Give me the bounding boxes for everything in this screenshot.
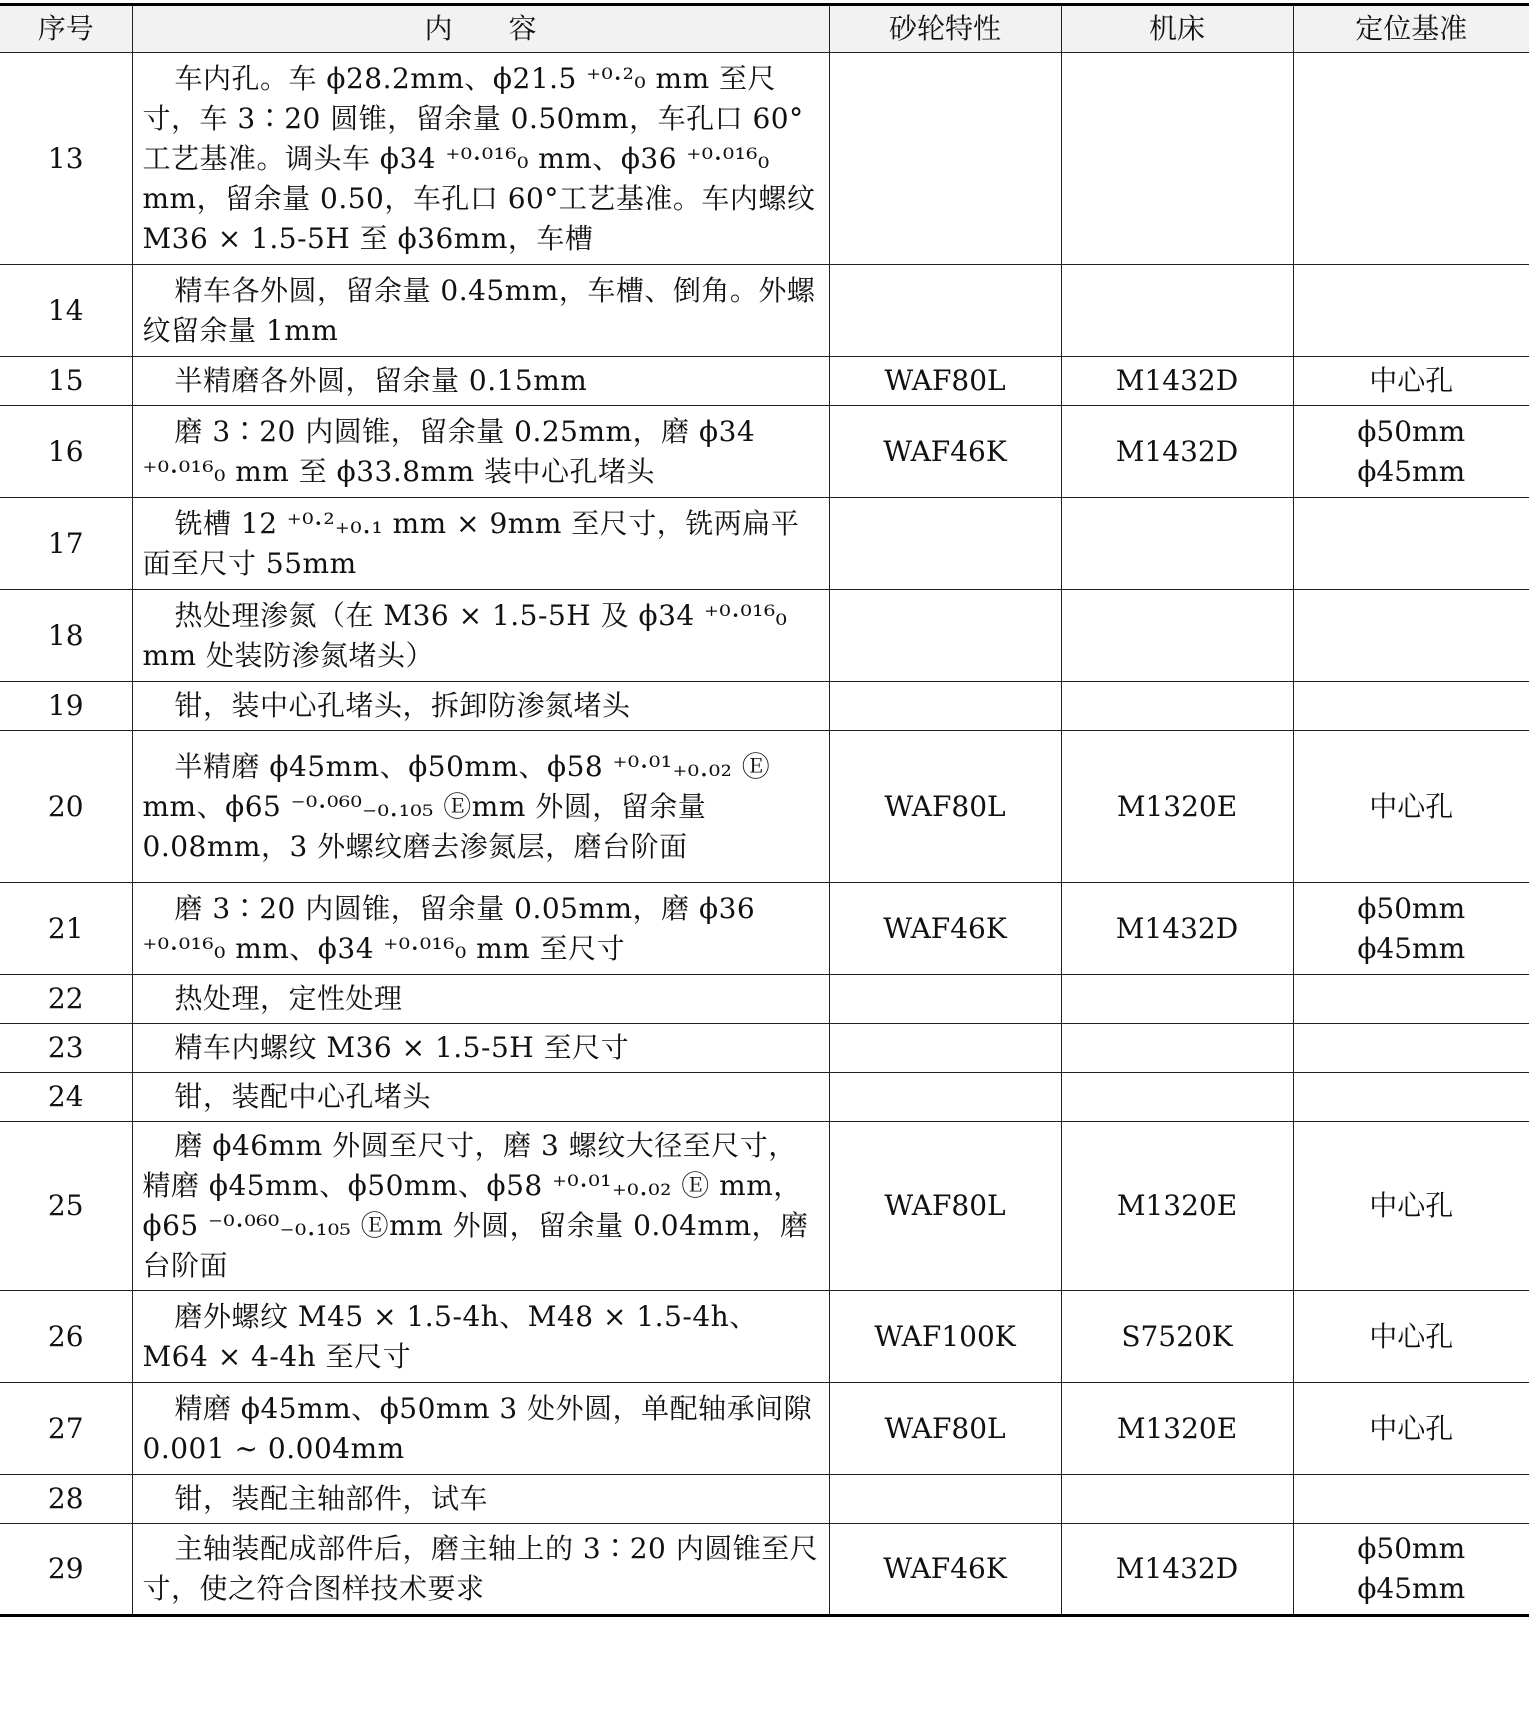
row-wheel: WAF46K bbox=[829, 406, 1061, 498]
table-row bbox=[0, 357, 1529, 406]
row-content-text: 钳，装配中心孔堵头 bbox=[174, 1080, 432, 1113]
row-datum bbox=[1293, 1073, 1529, 1122]
row-machine: M1432D bbox=[1061, 357, 1293, 406]
row-machine: M1320E bbox=[1061, 731, 1293, 883]
row-number: 18 bbox=[0, 590, 132, 682]
row-number: 21 bbox=[0, 883, 132, 975]
header-machine: 机床 bbox=[1061, 5, 1293, 53]
row-wheel: WAF46K bbox=[829, 1524, 1061, 1616]
row-datum bbox=[1293, 357, 1529, 406]
table-header bbox=[0, 5, 1529, 53]
row-machine: M1320E bbox=[1061, 1122, 1293, 1291]
table-row bbox=[0, 1024, 1529, 1073]
row-machine: M1320E bbox=[1061, 1383, 1293, 1475]
row-content bbox=[132, 498, 829, 590]
row-number: 25 bbox=[0, 1122, 132, 1291]
row-content bbox=[132, 1291, 829, 1383]
row-number: 22 bbox=[0, 975, 132, 1024]
table-row bbox=[0, 265, 1529, 357]
row-datum bbox=[1293, 1475, 1529, 1524]
row-datum-text: 中心孔 bbox=[1369, 1189, 1454, 1222]
row-machine bbox=[1061, 1475, 1293, 1524]
row-content-text: 磨 3∶20 内圆锥，留余量 0.05mm，磨 ϕ36 ⁺⁰·⁰¹⁶₀ mm、ϕ34 ⁺⁰·⁰¹⁶₀ mm 至尺寸 bbox=[142, 891, 756, 965]
row-content-text: 半精磨各外圆，留余量 0.15mm bbox=[174, 364, 588, 397]
row-number: 23 bbox=[0, 1024, 132, 1073]
row-content bbox=[132, 406, 829, 498]
row-machine: M1432D bbox=[1061, 883, 1293, 975]
row-number: 14 bbox=[0, 265, 132, 357]
row-datum bbox=[1293, 1524, 1529, 1616]
row-datum bbox=[1293, 590, 1529, 682]
row-datum bbox=[1293, 53, 1529, 265]
row-content bbox=[132, 1073, 829, 1122]
row-content bbox=[132, 682, 829, 731]
header-no: 序号 bbox=[0, 5, 132, 53]
header-wheel: 砂轮特性 bbox=[829, 5, 1061, 53]
row-datum bbox=[1293, 975, 1529, 1024]
row-number: 19 bbox=[0, 682, 132, 731]
row-content-text: 磨 3∶20 内圆锥，留余量 0.25mm，磨 ϕ34 ⁺⁰·⁰¹⁶₀ mm 至 ϕ33.8mm 装中心孔堵头 bbox=[142, 414, 756, 488]
table-row bbox=[0, 590, 1529, 682]
table-row bbox=[0, 1122, 1529, 1291]
row-content-text: 精磨 ϕ45mm、ϕ50mm 3 处外圆，单配轴承间隙 0.001 ~ 0.004mm bbox=[142, 1391, 813, 1465]
row-machine bbox=[1061, 682, 1293, 731]
row-number: 24 bbox=[0, 1073, 132, 1122]
row-wheel: WAF80L bbox=[829, 357, 1061, 406]
table-row bbox=[0, 1475, 1529, 1524]
row-datum-text: 中心孔 bbox=[1369, 789, 1454, 823]
row-content-text: 钳，装配主轴部件，试车 bbox=[174, 1482, 489, 1515]
row-content-text: 热处理，定性处理 bbox=[174, 982, 403, 1015]
table-row bbox=[0, 1524, 1529, 1616]
row-number: 15 bbox=[0, 357, 132, 406]
table-row bbox=[0, 406, 1529, 498]
table-row bbox=[0, 53, 1529, 265]
row-machine: S7520K bbox=[1061, 1291, 1293, 1383]
row-machine bbox=[1061, 590, 1293, 682]
row-content bbox=[132, 590, 829, 682]
table-row bbox=[0, 498, 1529, 590]
row-content bbox=[132, 975, 829, 1024]
table-row bbox=[0, 975, 1529, 1024]
row-datum bbox=[1293, 883, 1529, 975]
row-content bbox=[132, 1524, 829, 1616]
row-datum bbox=[1293, 731, 1529, 883]
row-machine bbox=[1061, 1073, 1293, 1122]
row-content bbox=[132, 731, 829, 883]
row-number: 16 bbox=[0, 406, 132, 498]
row-content-text: 精车内螺纹 M36 × 1.5-5H 至尺寸 bbox=[174, 1031, 630, 1064]
row-content-text: 磨外螺纹 M45 × 1.5-4h、M48 × 1.5-4h、M64 × 4-4h 至尺寸 bbox=[142, 1299, 758, 1373]
process-table-wrapper bbox=[0, 3, 1529, 1617]
row-machine bbox=[1061, 53, 1293, 265]
row-machine bbox=[1061, 498, 1293, 590]
row-content bbox=[132, 265, 829, 357]
row-wheel: WAF80L bbox=[829, 1383, 1061, 1475]
row-datum bbox=[1293, 498, 1529, 590]
row-machine bbox=[1061, 975, 1293, 1024]
row-wheel bbox=[829, 590, 1061, 682]
row-content-text: 磨 ϕ46mm 外圆至尺寸，磨 3 螺纹大径至尺寸，精磨 ϕ45mm、ϕ50mm、ϕ58 ⁺⁰·⁰¹₊₀.₀₂ Ⓔ mm，ϕ65 ⁻⁰·⁰⁶⁰₋₀.₁₀₅ Ⓔmm 外圆，留余量 0.04mm，磨台阶面 bbox=[142, 1129, 809, 1282]
row-content-text: 热处理渗氮（在 M36 × 1.5-5H 及 ϕ34 ⁺⁰·⁰¹⁶₀ mm 处装防渗氮堵头） bbox=[142, 598, 788, 672]
row-datum-text: ϕ50mm ϕ45mm bbox=[1357, 891, 1466, 965]
row-content-text: 车内孔。车 ϕ28.2mm、ϕ21.5 ⁺⁰·²₀ mm 至尺寸，车 3∶20 圆锥，留余量 0.50mm，车孔口 60°工艺基准。调头车 ϕ34 ⁺⁰·⁰¹⁶₀ mm、ϕ36 ⁺⁰·⁰¹⁶₀ mm，留余量 0.50，车孔口 60°工艺基准。车内螺纹 M36 × 1.5-5H 至 ϕ36mm，车槽 bbox=[142, 61, 816, 255]
row-wheel bbox=[829, 1475, 1061, 1524]
header-content: 内 容 bbox=[132, 5, 829, 53]
row-content-text: 铣槽 12 ⁺⁰·²₊₀.₁ mm × 9mm 至尺寸，铣两扁平面至尺寸 55mm bbox=[142, 506, 800, 580]
table-row bbox=[0, 682, 1529, 731]
row-datum bbox=[1293, 1291, 1529, 1383]
row-datum-text: ϕ50mm ϕ45mm bbox=[1357, 414, 1466, 488]
row-content bbox=[132, 1475, 829, 1524]
table-row bbox=[0, 1383, 1529, 1475]
row-wheel: WAF100K bbox=[829, 1291, 1061, 1383]
row-number: 13 bbox=[0, 53, 132, 265]
table-row bbox=[0, 1073, 1529, 1122]
table-row bbox=[0, 1291, 1529, 1383]
process-table bbox=[0, 3, 1529, 1617]
row-number: 17 bbox=[0, 498, 132, 590]
row-datum-text: 中心孔 bbox=[1369, 364, 1454, 397]
row-wheel bbox=[829, 1024, 1061, 1073]
row-wheel bbox=[829, 53, 1061, 265]
row-number: 28 bbox=[0, 1475, 132, 1524]
table-row bbox=[0, 883, 1529, 975]
row-wheel bbox=[829, 975, 1061, 1024]
row-datum bbox=[1293, 1383, 1529, 1475]
row-number: 20 bbox=[0, 731, 132, 883]
row-number: 26 bbox=[0, 1291, 132, 1383]
row-wheel bbox=[829, 1073, 1061, 1122]
row-machine bbox=[1061, 1024, 1293, 1073]
row-content-text: 主轴装配成部件后，磨主轴上的 3∶20 内圆锥至尺寸，使之符合图样技术要求 bbox=[142, 1532, 819, 1605]
row-wheel: WAF80L bbox=[829, 731, 1061, 883]
header-datum: 定位基准 bbox=[1293, 5, 1529, 53]
row-datum-text: 中心孔 bbox=[1369, 1411, 1454, 1445]
row-content bbox=[132, 357, 829, 406]
row-datum bbox=[1293, 406, 1529, 498]
row-datum bbox=[1293, 682, 1529, 731]
row-datum bbox=[1293, 1122, 1529, 1291]
row-datum bbox=[1293, 1024, 1529, 1073]
row-machine: M1432D bbox=[1061, 1524, 1293, 1616]
row-number: 27 bbox=[0, 1383, 132, 1475]
row-content-text: 精车各外圆，留余量 0.45mm，车槽、倒角。外螺纹留余量 1mm bbox=[142, 273, 816, 347]
row-content bbox=[132, 1383, 829, 1475]
row-content bbox=[132, 1024, 829, 1073]
row-wheel: WAF80L bbox=[829, 1122, 1061, 1291]
row-content-text: 钳，装中心孔堵头，拆卸防渗氮堵头 bbox=[174, 689, 631, 722]
row-machine bbox=[1061, 265, 1293, 357]
row-wheel bbox=[829, 498, 1061, 590]
row-content bbox=[132, 883, 829, 975]
row-datum-text: ϕ50mm ϕ45mm bbox=[1357, 1532, 1466, 1605]
row-machine: M1432D bbox=[1061, 406, 1293, 498]
row-content bbox=[132, 53, 829, 265]
row-datum bbox=[1293, 265, 1529, 357]
row-wheel bbox=[829, 265, 1061, 357]
row-datum-text: 中心孔 bbox=[1369, 1319, 1454, 1353]
row-wheel bbox=[829, 682, 1061, 731]
row-number: 29 bbox=[0, 1524, 132, 1616]
row-content-text: 半精磨 ϕ45mm、ϕ50mm、ϕ58 ⁺⁰·⁰¹₊₀.₀₂ Ⓔ mm、ϕ65 ⁻⁰·⁰⁶⁰₋₀.₁₀₅ Ⓔmm 外圆，留余量 0.08mm，3 外螺纹磨去渗氮层，磨台阶面 bbox=[142, 749, 771, 863]
row-content bbox=[132, 1122, 829, 1291]
table-body bbox=[0, 53, 1529, 1616]
row-wheel: WAF46K bbox=[829, 883, 1061, 975]
table-row bbox=[0, 731, 1529, 883]
